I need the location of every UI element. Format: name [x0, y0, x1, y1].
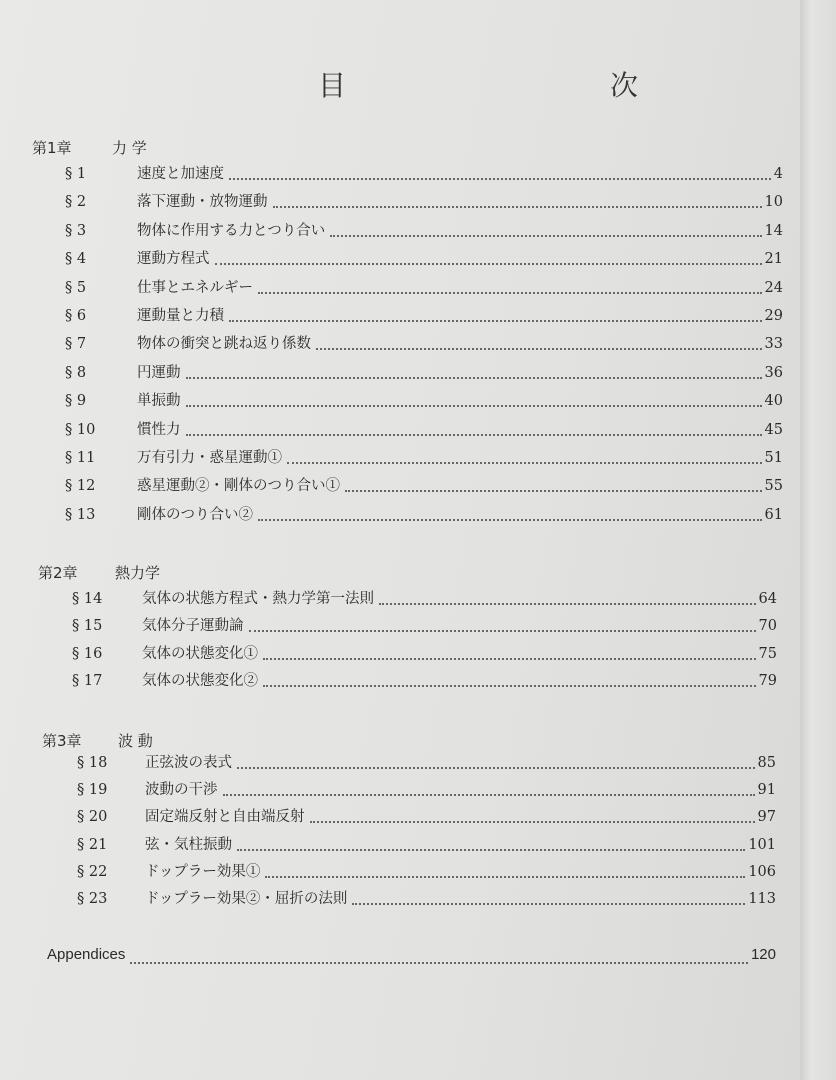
- toc-entry[interactable]: [65, 389, 783, 411]
- page-number: 14: [764, 222, 783, 239]
- toc-entry[interactable]: [65, 332, 783, 354]
- section-number: § 9: [65, 393, 87, 410]
- section-number: § 19: [77, 782, 108, 799]
- page-number: 4: [773, 166, 783, 182]
- section-title: 波動の干渉: [145, 782, 218, 799]
- dot-leader: [379, 603, 756, 605]
- section-number: § 21: [77, 836, 108, 853]
- toc-entry[interactable]: [77, 860, 776, 882]
- chapter-title: 波 動: [118, 732, 153, 750]
- dot-leader: [310, 821, 755, 823]
- toc-entry[interactable]: [77, 751, 776, 773]
- page-number: 120: [750, 946, 776, 963]
- section-title: 正弦波の表式: [145, 755, 232, 771]
- dot-leader: [330, 235, 761, 237]
- toc-entry[interactable]: [65, 474, 783, 496]
- chapter-label: 第3章: [42, 732, 82, 750]
- dot-leader: [237, 767, 755, 769]
- page-number: 24: [764, 279, 783, 296]
- section-title: ドップラー効果①: [145, 863, 261, 880]
- section-number: § 5: [65, 279, 87, 296]
- section-title: 単振動: [137, 393, 181, 410]
- section-number: § 18: [77, 755, 108, 771]
- section-number: § 10: [65, 421, 96, 438]
- toc-entry[interactable]: [77, 778, 776, 800]
- dot-leader: [186, 377, 762, 379]
- page-number: 40: [764, 393, 783, 410]
- section-title: 万有引力・惑星運動①: [137, 450, 282, 466]
- chapter-heading[interactable]: [42, 730, 153, 751]
- page-number: 79: [758, 673, 777, 690]
- section-number: § 1: [65, 166, 87, 182]
- page-number: 21: [764, 251, 783, 268]
- section-title: 運動量と力積: [137, 308, 224, 324]
- section-title: 剛体のつり合い②: [137, 506, 253, 523]
- section-number: § 12: [65, 478, 96, 495]
- dot-leader: [186, 434, 762, 436]
- section-title: 気体の状態変化②: [142, 673, 258, 690]
- page-number: 70: [758, 618, 777, 635]
- dot-leader: [229, 320, 762, 322]
- chapter-label: 第2章: [38, 564, 78, 582]
- section-number: § 16: [72, 645, 103, 662]
- toc-entry[interactable]: [65, 361, 783, 383]
- toc-entry[interactable]: [77, 887, 776, 909]
- page-number: 45: [764, 421, 783, 438]
- dot-leader: [237, 849, 745, 851]
- section-title: 仕事とエネルギー: [137, 279, 253, 296]
- toc-entry[interactable]: [65, 219, 783, 241]
- page-number: 101: [748, 836, 776, 853]
- chapter-heading[interactable]: [38, 562, 160, 583]
- section-title: 気体の状態方程式・熱力学第一法則: [142, 591, 374, 607]
- page-number: 55: [764, 478, 783, 495]
- section-title: 運動方程式: [137, 251, 210, 268]
- toc-entry[interactable]: [72, 587, 777, 609]
- section-title: 落下運動・放物運動: [137, 194, 268, 211]
- dot-leader: [229, 178, 771, 180]
- toc-entry[interactable]: [65, 304, 783, 326]
- toc-entry[interactable]: [72, 614, 777, 636]
- page-number: 113: [748, 891, 776, 907]
- toc-entry[interactable]: [77, 833, 776, 855]
- section-number: § 6: [65, 308, 87, 324]
- dot-leader: [130, 962, 748, 964]
- toc-entry[interactable]: [65, 162, 783, 184]
- section-number: § 8: [65, 364, 87, 381]
- section-number: § 13: [65, 506, 96, 523]
- dot-leader: [345, 490, 762, 492]
- toc-entry[interactable]: [65, 247, 783, 269]
- dot-leader: [263, 658, 756, 660]
- section-number: § 7: [65, 336, 87, 353]
- section-title: 弦・気柱振動: [145, 836, 232, 853]
- dot-leader: [316, 348, 762, 350]
- appendices-entry[interactable]: [47, 946, 776, 968]
- appendices-label: Appendices: [47, 946, 126, 963]
- section-number: § 15: [72, 618, 103, 635]
- page-number: 75: [758, 645, 777, 662]
- page-number: 33: [764, 336, 783, 353]
- section-number: § 2: [65, 194, 87, 211]
- section-number: § 17: [72, 673, 103, 690]
- toc-entry[interactable]: [65, 276, 783, 298]
- section-number: § 3: [65, 222, 87, 239]
- section-title: 気体の状態変化①: [142, 645, 258, 662]
- page-number: 97: [757, 809, 776, 826]
- page-edge-shadow: [800, 0, 836, 1080]
- dot-leader: [263, 685, 756, 687]
- section-title: 円運動: [137, 364, 181, 381]
- page-number: 106: [748, 863, 776, 880]
- dot-leader: [223, 794, 755, 796]
- toc-entry[interactable]: [65, 446, 783, 468]
- chapter-heading[interactable]: [32, 137, 147, 158]
- page-number: 36: [764, 364, 783, 381]
- section-number: § 22: [77, 863, 108, 880]
- chapter-label: 第1章: [32, 139, 72, 157]
- section-title: 物体の衝突と跳ね返り係数: [137, 336, 311, 353]
- section-title: ドップラー効果②・屈折の法則: [145, 891, 348, 907]
- chapter-title: 熱力学: [115, 564, 161, 582]
- toc-entry[interactable]: [65, 503, 783, 525]
- toc-entry[interactable]: [65, 418, 783, 440]
- dot-leader: [258, 519, 762, 521]
- page-number: 91: [757, 782, 776, 799]
- section-title: 物体に作用する力とつり合い: [137, 222, 326, 239]
- section-title: 速度と加速度: [137, 166, 224, 182]
- page-number: 10: [764, 194, 783, 211]
- toc-entry[interactable]: [65, 190, 783, 212]
- toc-entry[interactable]: [72, 669, 777, 691]
- dot-leader: [186, 405, 762, 407]
- section-title: 惑星運動②・剛体のつり合い①: [137, 478, 340, 495]
- page-title: 目 次: [318, 69, 757, 102]
- dot-leader: [249, 630, 756, 632]
- dot-leader: [265, 876, 745, 878]
- page-number: 51: [764, 450, 783, 466]
- page-number: 29: [764, 308, 783, 324]
- page-number: 61: [764, 506, 783, 523]
- section-number: § 20: [77, 809, 108, 826]
- section-number: § 14: [72, 591, 103, 607]
- section-number: § 4: [65, 251, 87, 268]
- section-number: § 23: [77, 891, 108, 907]
- section-title: 慣性力: [137, 421, 181, 438]
- chapter-title: 力 学: [112, 139, 147, 157]
- page-number: 85: [757, 755, 776, 771]
- dot-leader: [273, 206, 762, 208]
- toc-entry[interactable]: [77, 805, 776, 827]
- dot-leader: [352, 903, 745, 905]
- toc-entry[interactable]: [72, 642, 777, 664]
- section-title: 固定端反射と自由端反射: [145, 809, 305, 826]
- page-number: 64: [758, 591, 777, 607]
- dot-leader: [258, 292, 762, 294]
- dot-leader: [215, 263, 762, 265]
- section-title: 気体分子運動論: [142, 618, 244, 635]
- dot-leader: [287, 462, 762, 464]
- section-number: § 11: [65, 450, 96, 466]
